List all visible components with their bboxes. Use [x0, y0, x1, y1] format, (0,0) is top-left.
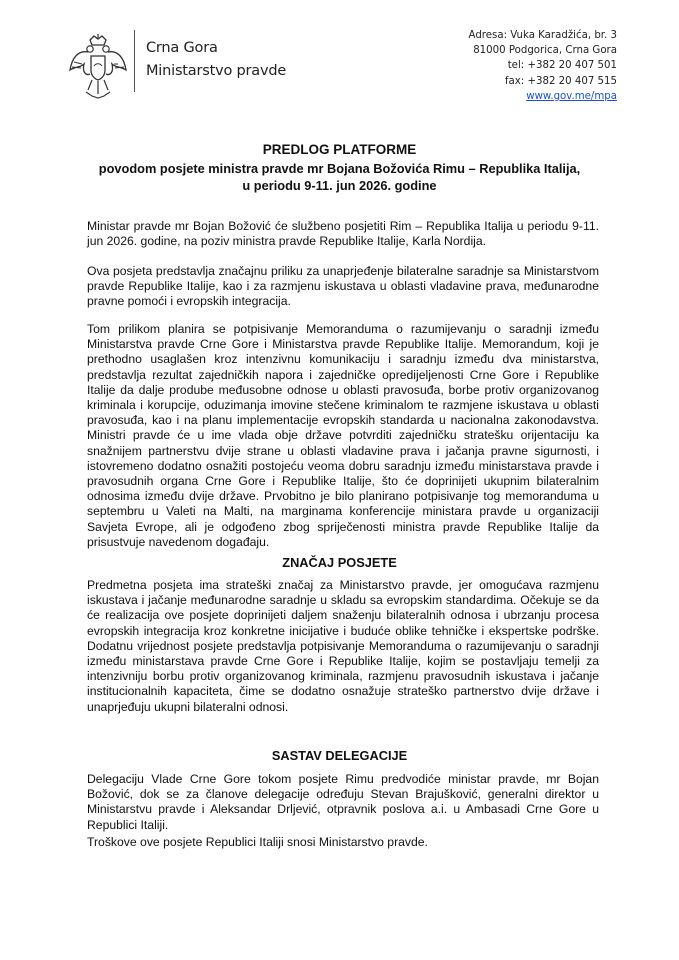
document-subtitle-line2: u periodu 9-11. jun 2026. godine [242, 178, 437, 193]
costs-paragraph: Troškove ove posjete Republici Italiji snosi Ministarstvo pravde. [87, 835, 428, 849]
header-divider [134, 30, 135, 92]
document-title: PREDLOG PLATFORME [262, 142, 417, 157]
city-line: 81000 Podgorica, Crna Gora [473, 45, 617, 57]
country-name: Crna Gora [146, 40, 218, 56]
ministry-name: Ministarstvo pravde [146, 63, 287, 79]
section-heading-delegation: SASTAV DELEGACIJE [271, 748, 408, 763]
delegation-paragraph: Delegaciju Vlade Crne Gore tokom posjete Rimu predvodiće ministar pravde, mr Bojan Božović, dok se za članove delegacije određuju Stevan Brajušković, generalni direktor u Ministarstvu pravde i Aleksandar Drljević, otpravnik poslova a.i. u Ambasadi Crne Gore u Republici Italiji. [87, 772, 599, 832]
memorandum-paragraph: Tom prilikom planira se potpisivanje Memoranduma o razumijevanju o saradnji između Ministarstva pravde Crne Gore i Ministarstva pravde Republike Italije. Memorandum, koji je prethodno usaglašen kroz intenzivnu komunikaciju i saradnju između dva ministarstva, predstavlja rezultat zajedničkih napora i zajedničke opredijeljenosti Crne Gore i Republike Italije da dalje prodube međusobne odnose u oblasti pravosuđa, borbe protiv organizovanog kriminala i korupcije, oduzimanja imovine stečene kriminalom te razmjene iskustava u oblasti pravosuđa, kao i na planu implementacije evropskih standarda u nacionalna zakonodavstva. Ministri pravde će u ime vlada obje države potvrditi zajedničku stratešku orijentaciju ka snažnijem partnerstvu dvije strane u oblasti vladavine prava i jačanja pravne sigurnosti, i istovremeno dodatno osnažiti postojeću veoma dobru saradnju između ministarstava pravde i pravosudnih organa Crne Gore i Republike Italije, što će doprinijeti ukupnim bilateralnim odnosima između dvije države. Prvobitno je bilo planirano potpisivanje tog memoranduma u septembru u Valeti na Malti, na marginama konferencije ministara pravde u organizaciji Savjeta Evrope, ali je odgođeno zbog spriječenosti ministra pravde Republike Italije da prisustvuje navedenom događaju. [87, 322, 599, 549]
opportunity-paragraph: Ova posjeta predstavlja značajnu priliku za unaprjeđenje bilateralne saradnje sa Ministarstvom pravde Republike Italije, kao i za razmjenu iskustava u oblasti vladavine prava, međunarodne pravne pomoći i evropskih integracija. [87, 264, 599, 309]
significance-paragraph: Predmetna posjeta ima strateški značaj za Ministarstvo pravde, jer omogućava razmjenu iskustava i jačanje međunarodne saradnje u skladu sa evropskim standardima. Očekuje se da će realizacija ove posjete doprinijeti daljem snaženju bilateralnih odnosa i ubrzanju procesa evropskih integracija kroz konkretne inicijative i buduće oblike tehničke i ekspertske podrške. Dodatnu vrijednost posjete predstavlja potpisivanje Memoranduma o razumijevanju o saradnji između ministarstava pravde Crne Gore i Republike Italije, kojim se postavljaju temelji za intenzivniju borbu protiv organizovanog kriminala, razmjenu pravosudnih iskustava i jačanje institucionalnih kapaciteta, čime se dodatno osnažuje strateško partnerstvo dvije države i unaprjeđuju ukupni bilateralni odnosi. [87, 578, 599, 714]
intro-paragraph: Ministar pravde mr Bojan Božović će službeno posjetiti Rim – Republika Italija u periodu 9-11. jun 2026. godine, na poziv ministra pravde Republike Italije, Karla Nordija. [87, 219, 599, 249]
phone-line: tel: +382 20 407 501 [507, 60, 617, 72]
section-heading-significance: ZNAČAJ POSJETE [282, 555, 397, 570]
fax-line: fax: +382 20 407 515 [504, 75, 617, 87]
coat-of-arms-icon [68, 34, 128, 100]
document-subtitle-line1: povodom posjete ministra pravde mr Bojana Božovića Rimu – Republika Italija, [98, 161, 581, 176]
website-link[interactable]: www.gov.me/mpa [526, 90, 617, 102]
address-line: Adresa: Vuka Karadžića, br. 3 [468, 30, 617, 41]
contact-block [469, 28, 617, 104]
